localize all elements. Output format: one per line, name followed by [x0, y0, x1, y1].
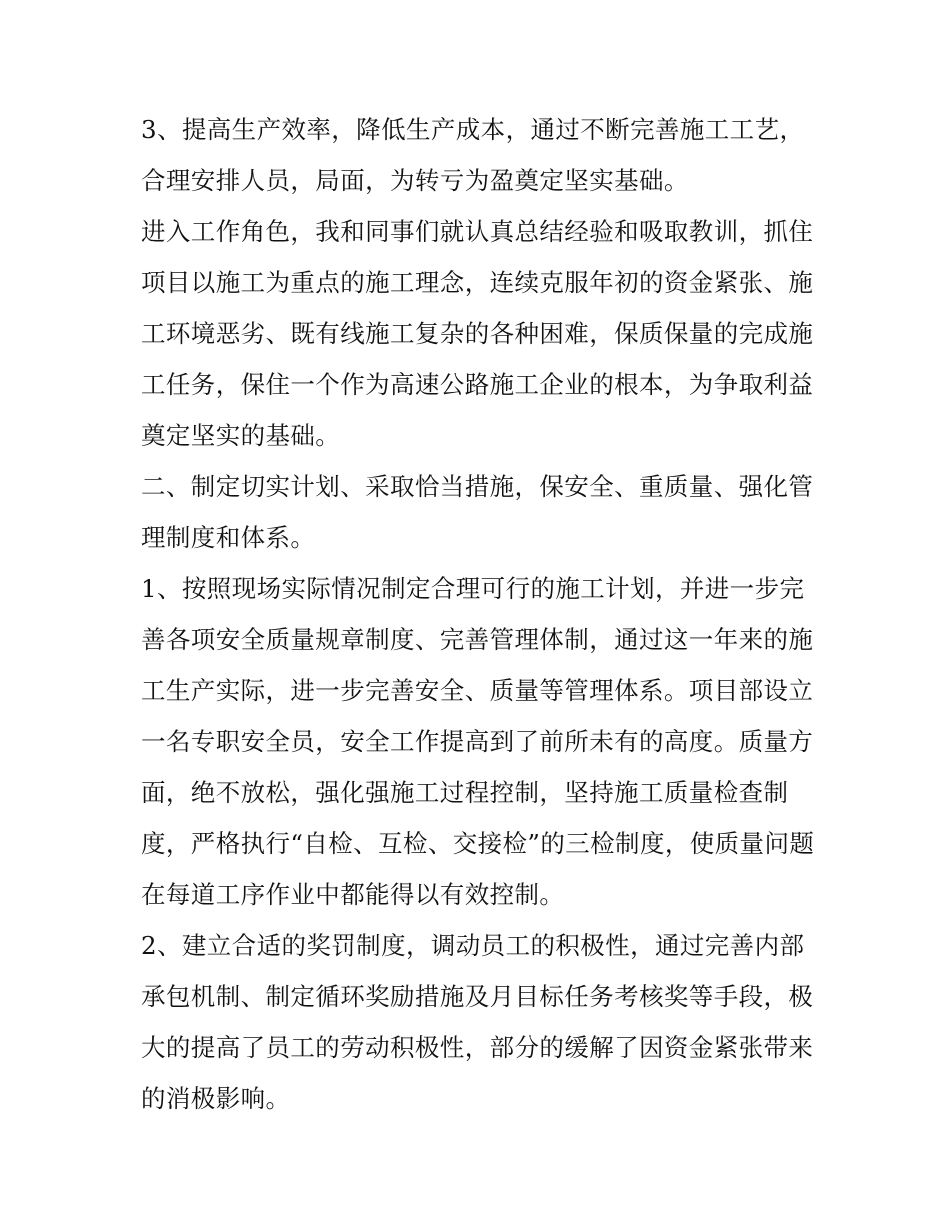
- text-line: 承包机制、制定循环奖励措施及月目标任务考核奖等手段，极: [141, 982, 814, 1011]
- text-line: 在每道工序作业中都能得以有效控制。: [141, 880, 565, 909]
- text-line: 大的提高了员工的劳动积极性，部分的缓解了因资金紧张带来: [141, 1033, 814, 1062]
- section-heading-plan-measures: [141, 461, 821, 563]
- text-line: 3、提高生产效率，降低生产成本，通过不断完善施工工艺，: [141, 115, 805, 144]
- text-line: 合理安排人员，局面，为转亏为盈奠定坚实基础。: [141, 166, 689, 195]
- document-body: [141, 104, 821, 1124]
- text-line: 理制度和体系。: [141, 523, 316, 552]
- text-line: 1、按照现场实际情况制定合理可行的施工计划，并进一步完: [141, 574, 805, 603]
- text-line: 一名专职安全员，安全工作提高到了前所未有的高度。质量方: [141, 727, 814, 756]
- text-line: 工生产实际，进一步完善安全、质量等管理体系。项目部设立: [141, 676, 814, 705]
- paragraph-improve-efficiency: [141, 104, 821, 206]
- text-line: 度，严格执行“自检、互检、交接检”的三检制度，使质量问题: [141, 829, 815, 858]
- text-line: 善各项安全质量规章制度、完善管理体制，通过这一年来的施: [141, 625, 814, 654]
- text-line: 进入工作角色，我和同事们就认真总结经验和吸取教训，抓住: [141, 217, 814, 246]
- text-line: 工任务，保住一个作为高速公路施工企业的根本，为争取利益: [141, 370, 814, 399]
- text-line: 工环境恶劣、既有线施工复杂的各种困难，保质保量的完成施: [141, 319, 814, 348]
- paragraph-construction-plan: [141, 563, 821, 920]
- text-line: 奠定坚实的基础。: [141, 421, 341, 450]
- text-line: 项目以施工为重点的施工理念，连续克服年初的资金紧张、施: [141, 268, 814, 297]
- text-line: 的消极影响。: [141, 1084, 291, 1113]
- paragraph-work-role: [141, 206, 821, 461]
- text-line: 二、制定切实计划、采取恰当措施，保安全、重质量、强化管: [141, 472, 814, 501]
- paragraph-reward-system: [141, 920, 821, 1124]
- text-line: 面，绝不放松，强化强施工过程控制，坚持施工质量检查制: [141, 778, 789, 807]
- text-line: 2、建立合适的奖罚制度，调动员工的积极性，通过完善内部: [141, 931, 805, 960]
